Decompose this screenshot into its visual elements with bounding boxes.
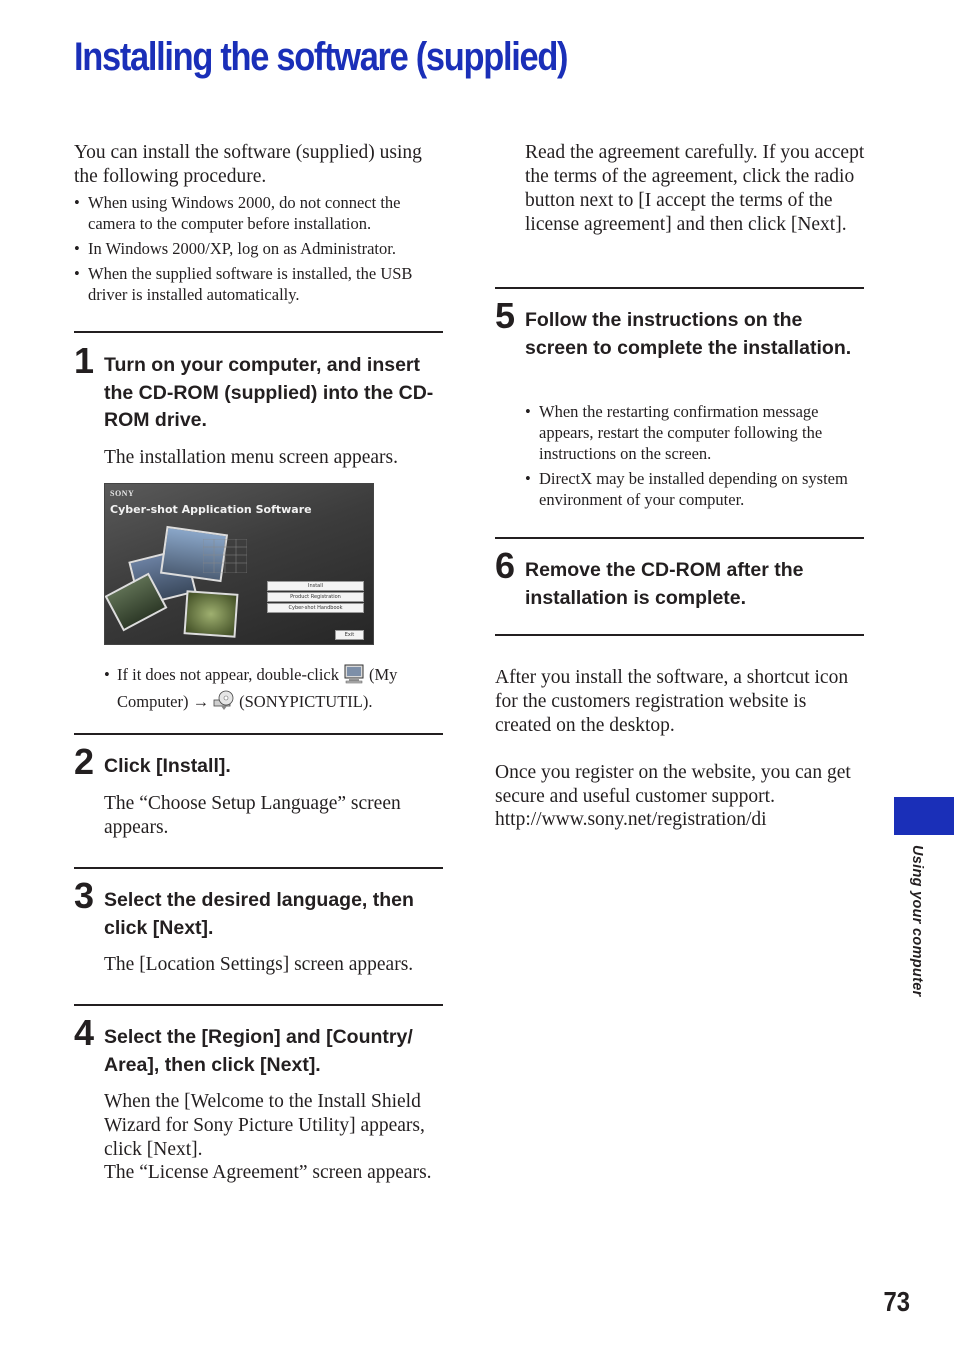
step-1-text: The installation menu screen appears. <box>104 447 399 468</box>
step-divider <box>74 733 443 735</box>
step-2-number: 2 <box>74 741 95 782</box>
intro-note: • When the supplied software is installed, the USB driver is installed automatically. <box>74 263 444 305</box>
app-title: Cyber-shot Application Software <box>110 503 312 516</box>
intro-note: • In Windows 2000/XP, log on as Administrator. <box>74 238 444 259</box>
step-divider <box>74 1004 443 1006</box>
step-divider <box>74 331 443 333</box>
registration-url: http://www.sony.net/registration/di <box>495 809 767 830</box>
step-3-heading: Select the desired language, then click [Next]. <box>104 889 414 939</box>
step-5-heading: Follow the instructions on the screen to complete the installation. <box>525 309 852 359</box>
step-5-note: • DirectX may be installed depending on system environment of your computer. <box>525 468 865 510</box>
exit-button[interactable]: Exit <box>335 630 364 640</box>
step-5-note: • When the restarting confirmation message appears, restart the computer following the instructions on the screen. <box>525 401 865 464</box>
sony-logo: SONY <box>110 489 135 498</box>
intro-note: • When using Windows 2000, do not connect the camera to the computer before installation. <box>74 192 444 234</box>
step-1-number: 1 <box>74 340 95 381</box>
page-number: 73 <box>883 1286 910 1317</box>
step-4-text: When the [Welcome to the Install Shield Wizard for Sony Picture Utility] appears, click [Next]. <box>104 1091 425 1160</box>
step-6-number: 6 <box>495 545 516 586</box>
step-5-notes <box>525 401 865 514</box>
closing-paragraph: After you install the software, a shortcut icon for the customers registration website is created on the desktop. <box>495 667 849 736</box>
calendar-graphic <box>203 539 247 573</box>
step-4-text: The “License Agreement” screen appears. <box>104 1162 432 1183</box>
step-4-heading: Select the [Region] and [Country/ Area], then click [Next]. <box>104 1026 413 1076</box>
step-divider <box>74 867 443 869</box>
intro-text: You can install the software (supplied) using the following procedure. <box>74 142 422 187</box>
step-4-number: 4 <box>74 1012 95 1053</box>
side-tab-marker <box>894 797 954 835</box>
cd-drive-icon <box>213 689 235 716</box>
step-2-text: The “Choose Setup Language” screen appears. <box>104 793 401 838</box>
step-2-heading: Click [Install]. <box>104 755 231 777</box>
step-3-number: 3 <box>74 875 95 916</box>
product-registration-button[interactable]: Product Registration <box>267 592 364 602</box>
closing-paragraph: Once you register on the website, you can get secure and useful customer support. <box>495 762 851 807</box>
installation-menu-screenshot <box>104 483 374 645</box>
step-1-note-text: If it does not appear, double-click <box>117 665 340 684</box>
page-title: Installing the software (supplied) <box>74 35 568 79</box>
step-5-number: 5 <box>495 295 516 336</box>
step-1-note-text: (SONYPICTUTIL). <box>239 692 373 711</box>
step-divider <box>495 634 864 636</box>
side-tab-label: Using your computer <box>909 845 925 997</box>
step-divider <box>495 287 864 289</box>
my-computer-icon <box>343 664 365 689</box>
photo-thumbnail <box>184 590 239 638</box>
step-6-heading: Remove the CD-ROM after the installation is complete. <box>525 559 804 609</box>
step-4-text-continued: Read the agreement carefully. If you accept the terms of the agreement, click the radio button next to [I accept the terms of the license agreement] and then click [Next]. <box>525 142 865 235</box>
handbook-button[interactable]: Cyber-shot Handbook <box>267 603 364 613</box>
install-button[interactable]: Install <box>267 581 364 591</box>
step-1-heading: Turn on your computer, and insert the CD-ROM (supplied) into the CD-ROM drive. <box>104 354 434 431</box>
step-1-note: • If it does not appear, double-click (My Computer) → (SONYPICTUTIL). <box>104 664 444 716</box>
step-3-text: The [Location Settings] screen appears. <box>104 954 414 975</box>
step-divider <box>495 537 864 539</box>
step-1-note-text: (My Computer) → <box>117 665 398 711</box>
intro-notes <box>74 192 444 309</box>
